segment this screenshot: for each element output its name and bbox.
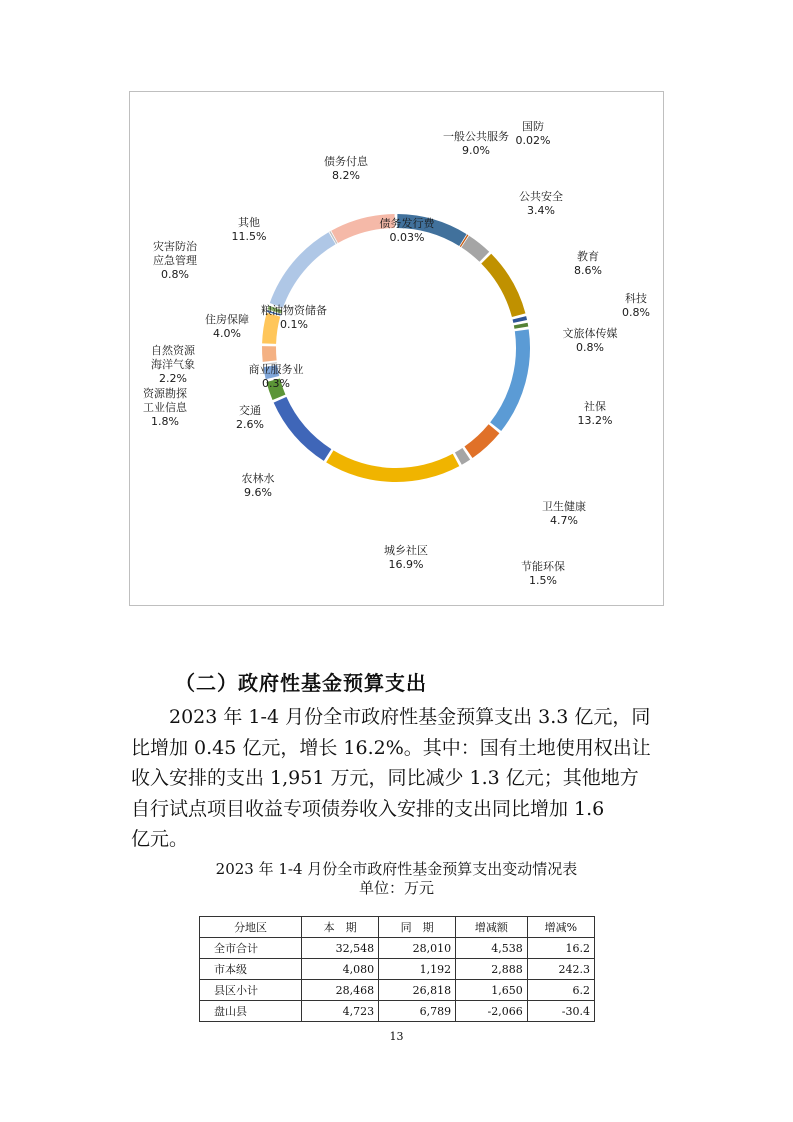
slice-label: 商业服务业 0.3%	[248, 363, 304, 390]
donut-slice	[262, 346, 277, 362]
cell-current: 28,468	[302, 980, 379, 1001]
cell-change: -2,066	[456, 1001, 528, 1022]
slice-label: 卫生健康 4.7%	[542, 500, 586, 527]
cell-change-pct: 16.2	[527, 938, 594, 959]
cell-change: 2,888	[456, 959, 528, 980]
table-title: 2023 年 1-4 月份全市政府性基金预算支出变动情况表	[215, 860, 578, 878]
donut-slice	[274, 397, 332, 461]
cell-current: 4,723	[302, 1001, 379, 1022]
body-paragraph	[131, 702, 676, 855]
slice-label: 住房保障 4.0%	[205, 313, 249, 340]
page-number: 13	[389, 1030, 404, 1043]
cell-change-pct: -30.4	[527, 1001, 594, 1022]
cell-change-pct: 242.3	[527, 959, 594, 980]
cell-previous: 28,010	[379, 938, 456, 959]
header-current: 本 期	[302, 917, 379, 938]
slice-label: 教育 8.6%	[574, 250, 602, 277]
cell-change: 1,650	[456, 980, 528, 1001]
slice-label: 公共安全 3.4%	[519, 190, 563, 217]
cell-previous: 26,818	[379, 980, 456, 1001]
donut-slice	[490, 329, 530, 431]
slice-label: 一般公共服务 9.0%	[443, 130, 509, 157]
slice-label: 国防 0.02%	[515, 120, 551, 147]
header-change: 增减额	[456, 917, 528, 938]
slice-label: 交通 2.6%	[236, 404, 264, 431]
slice-label: 农林水 9.6%	[241, 472, 275, 499]
cell-current: 32,548	[302, 938, 379, 959]
section-heading: （二）政府性基金预算支出	[175, 671, 427, 695]
cell-region: 全市合计	[200, 938, 302, 959]
header-region: 分地区	[200, 917, 302, 938]
donut-chart	[130, 92, 665, 607]
table-row	[200, 1001, 595, 1022]
donut-slice	[513, 316, 527, 323]
donut-slice	[514, 323, 528, 329]
paragraph-line: 收入安排的支出 1,951 万元，同比减少 1.3 亿元；其他地方	[131, 767, 639, 789]
cell-region: 市本级	[200, 959, 302, 980]
slice-label: 节能环保 1.5%	[521, 560, 565, 587]
cell-previous: 6,789	[379, 1001, 456, 1022]
slice-label: 自然资源海洋气象 2.2%	[151, 344, 195, 385]
paragraph-line: 比增加 0.45 亿元，增长 16.2%。其中：国有土地使用权出让	[131, 736, 651, 759]
slice-label: 社保 13.2%	[577, 400, 613, 427]
slice-label: 债务付息 8.2%	[324, 155, 368, 182]
donut-slice	[326, 450, 459, 482]
slice-label: 资源勘探工业信息 1.8%	[143, 387, 187, 428]
donut-slice	[270, 232, 336, 308]
budget-table	[199, 916, 595, 1022]
table-row	[200, 980, 595, 1001]
slice-label: 其他 11.5%	[231, 216, 267, 243]
slice-label: 粮油物资储备 0.1%	[261, 304, 327, 331]
table-unit: 单位：万元	[358, 879, 434, 897]
paragraph-line: 2023 年 1-4 月份全市政府性基金预算支出 3.3 亿元，同	[169, 706, 651, 728]
slice-label: 城乡社区 16.9%	[384, 544, 428, 571]
paragraph-line: 亿元。	[131, 828, 189, 850]
donut-slice	[464, 424, 499, 458]
cell-change-pct: 6.2	[527, 980, 594, 1001]
table-row	[200, 959, 595, 980]
table-header-row	[200, 917, 595, 938]
slice-label: 科技 0.8%	[622, 292, 650, 319]
header-change-pct: 增减%	[527, 917, 594, 938]
donut-slice	[481, 254, 525, 317]
cell-region: 县区小计	[200, 980, 302, 1001]
cell-region: 盘山县	[200, 1001, 302, 1022]
paragraph-line: 自行试点项目收益专项债券收入安排的支出同比增加 1.6	[131, 797, 605, 820]
slice-label: 债务发行费 0.03%	[379, 217, 435, 244]
donut-chart-frame	[129, 91, 664, 606]
donut-slice	[262, 313, 280, 344]
slice-label: 灾害防治应急管理 0.8%	[153, 240, 197, 281]
table-row	[200, 938, 595, 959]
header-previous: 同 期	[379, 917, 456, 938]
cell-current: 4,080	[302, 959, 379, 980]
slice-label: 文旅体传媒 0.8%	[562, 327, 618, 354]
cell-change: 4,538	[456, 938, 528, 959]
cell-previous: 1,192	[379, 959, 456, 980]
